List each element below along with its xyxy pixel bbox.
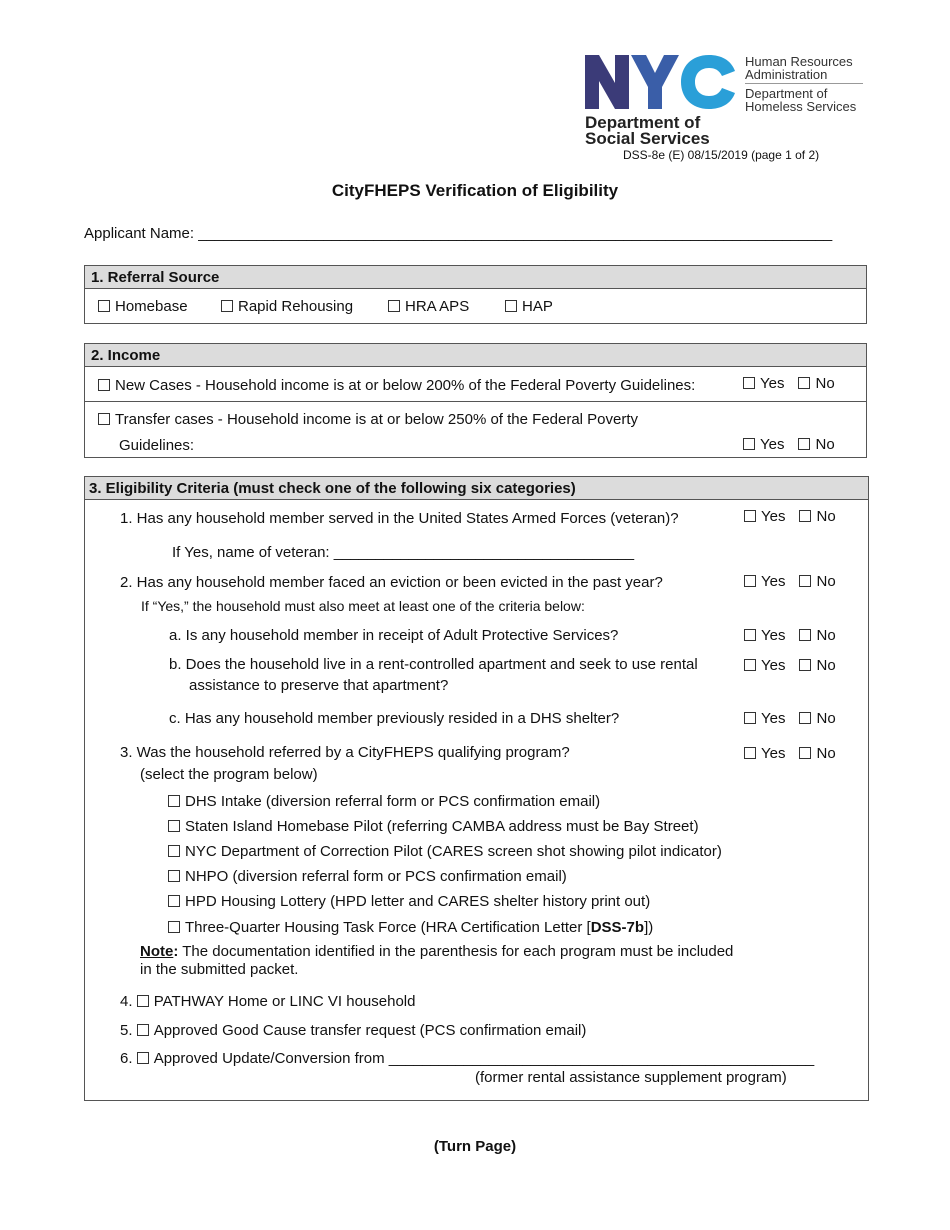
veteran-name-field[interactable]: If Yes, name of veteran: ____________________________________ [172,544,635,561]
checkbox[interactable] [137,995,149,1007]
checkbox-yes[interactable] [744,510,756,522]
transfer-label-line2: Guidelines: [119,437,195,454]
question-dhs-shelter: c. Has any household member previously resided in a DHS shelter? [169,710,620,727]
yes-label: Yes [761,657,786,674]
dept-line2: Social Services [585,129,710,148]
new-cases-label: New Cases - Household income is at or below 200% of the Federal Poverty Guidelines: [115,377,696,394]
item-pathway-home[interactable] [120,993,415,1010]
section-title: 1. Referral Source [85,266,866,289]
checkbox-yes[interactable] [744,712,756,724]
program-label: NHPO (diversion referral form or PCS confirmation email) [185,868,567,885]
program-dhs-intake[interactable] [168,793,600,810]
program-staten-island[interactable] [168,818,699,835]
option-label: HRA APS [405,298,470,315]
item-update-conversion[interactable] [120,1050,814,1067]
form-number: DSS-8e (E) 08/15/2019 (page 1 of 2) [623,148,820,162]
yes-label: Yes [761,627,786,644]
section-title: 3. Eligibility Criteria (must check one of the following six categories) [85,477,868,500]
section-income [84,343,867,458]
question-eviction: 2. Has any household member faced an eviction or been evicted in the past year? [120,574,663,591]
yes-no-group-q2b [744,657,836,674]
checkbox-yes[interactable] [744,747,756,759]
yes-label: Yes [760,375,785,392]
no-label: No [816,573,836,590]
section-title: 2. Income [85,344,866,367]
income-new-cases [85,367,866,402]
checkbox[interactable] [168,845,180,857]
checkbox-no[interactable] [798,377,810,389]
checkbox[interactable] [98,300,110,312]
program-three-quarter[interactable] [168,919,653,936]
item-good-cause[interactable] [120,1022,586,1039]
item-number: 6. [120,1050,133,1067]
note-text: The documentation identified in the parenthesis for each program must be included [178,943,734,960]
income-transfer-cases [85,402,866,457]
checkbox[interactable] [505,300,517,312]
program-nhpo[interactable] [168,868,567,885]
yes-label: Yes [761,710,786,727]
applicant-name-field[interactable]: Applicant Name: ____________________________________________________________________________ [84,225,833,242]
note [140,943,733,960]
checkbox[interactable] [98,379,110,391]
checkbox-yes[interactable] [744,629,756,641]
option-hap[interactable] [505,298,553,315]
eviction-subnote: If “Yes,” the household must also meet at least one of the criteria below: [141,598,585,614]
checkbox-yes[interactable] [744,575,756,587]
page-title: CityFHEPS Verification of Eligibility [331,181,619,200]
no-label: No [816,657,836,674]
agency-names [745,55,863,113]
question-rent-controlled: b. Does the household live in a rent-controlled apartment and seek to use rental [169,656,698,673]
agency-divider [745,83,863,84]
program-label: NYC Department of Correction Pilot (CARES screen shot showing pilot indicator) [185,843,722,860]
checkbox[interactable] [221,300,233,312]
program-label: Staten Island Homebase Pilot (referring CAMBA address must be Bay Street) [185,818,699,835]
yes-no-group [743,375,835,392]
checkbox[interactable] [168,795,180,807]
note-text-line2: in the submitted packet. [140,961,299,978]
item-number: 5. [120,1022,133,1039]
program-hpd-lottery[interactable] [168,893,650,910]
no-label: No [815,375,835,392]
option-homebase[interactable] [98,298,188,315]
no-label: No [816,627,836,644]
program-form-code: DSS-7b [590,919,645,936]
checkbox-no[interactable] [799,747,811,759]
checkbox[interactable] [168,870,180,882]
section-eligibility-criteria [84,476,869,1101]
program-label: Three-Quarter Housing Task Force (HRA Certification Letter [ [185,919,591,936]
department-name [585,115,710,147]
yes-label: Yes [760,436,785,453]
yes-label: Yes [761,745,786,762]
option-label: HAP [522,298,553,315]
checkbox[interactable] [388,300,400,312]
dept-line1: Department of [585,113,701,132]
checkbox-no[interactable] [799,575,811,587]
yes-no-group-q2a [744,627,836,644]
yes-no-group-q2c [744,710,836,727]
no-label: No [816,508,836,525]
checkbox[interactable] [137,1024,149,1036]
checkbox-yes[interactable] [743,377,755,389]
yes-no-group-q3 [744,745,836,762]
question-qualifying-program-sub: (select the program below) [140,766,318,783]
option-rapid-rehousing[interactable] [221,298,353,315]
question-veteran: 1. Has any household member served in the United States Armed Forces (veteran)? [120,510,679,527]
question-rent-controlled-line2: assistance to preserve that apartment? [189,677,449,694]
referral-options [85,289,866,323]
program-label: DHS Intake (diversion referral form or PCS confirmation email) [185,793,601,810]
option-label: Rapid Rehousing [238,298,354,315]
checkbox-yes[interactable] [744,659,756,671]
checkbox[interactable] [168,820,180,832]
checkbox-no[interactable] [799,510,811,522]
yes-no-group-q1 [744,508,836,525]
agency-dhs-line1: Department of [745,86,828,101]
option-label: Homebase [115,298,188,315]
item-number: 4. [120,993,133,1010]
checkbox[interactable] [168,895,180,907]
checkbox-yes[interactable] [743,438,755,450]
yes-no-group-q2 [744,573,836,590]
no-label: No [816,745,836,762]
program-label: HPD Housing Lottery (HPD letter and CARES shelter history print out) [185,893,651,910]
checkbox[interactable] [168,921,180,933]
option-hra-aps[interactable] [388,298,469,315]
question-aps: a. Is any household member in receipt of Adult Protective Services? [169,627,619,644]
checkbox-no[interactable] [799,659,811,671]
no-label: No [815,436,835,453]
checkbox-no[interactable] [798,438,810,450]
program-doc-pilot[interactable] [168,843,722,860]
checkbox-no[interactable] [799,629,811,641]
nyc-logo-icon [585,55,737,109]
yes-label: Yes [761,508,786,525]
checkbox[interactable] [98,413,110,425]
note-label: Note [140,943,174,960]
item-label: PATHWAY Home or LINC VI household [153,993,416,1010]
new-cases-option[interactable] [98,377,695,394]
item-label: Approved Good Cause transfer request (PCS confirmation email) [153,1022,587,1039]
transfer-label-line1: Transfer cases - Household income is at or below 250% of the Federal Poverty [115,411,639,428]
yes-no-group [743,436,835,453]
note-colon: : [173,943,179,960]
agency-hra-line2: Administration [745,67,828,82]
checkbox[interactable] [137,1052,149,1064]
section-referral-source [84,265,867,324]
agency-hra-line1: Human Resources [745,54,853,69]
checkbox-no[interactable] [799,712,811,724]
yes-label: Yes [761,573,786,590]
agency-dhs-line2: Homeless Services [745,99,857,114]
item-label: Approved Update/Conversion from ___________________________________________________ [153,1050,815,1067]
transfer-cases-option[interactable] [98,411,638,428]
question-qualifying-program: 3. Was the household referred by a CityFHEPS qualifying program? [120,744,570,761]
turn-page-note: (Turn Page) [433,1138,517,1155]
program-label-end: ]) [644,919,654,936]
no-label: No [816,710,836,727]
item-update-conversion-sub: (former rental assistance supplement program) [475,1069,787,1086]
